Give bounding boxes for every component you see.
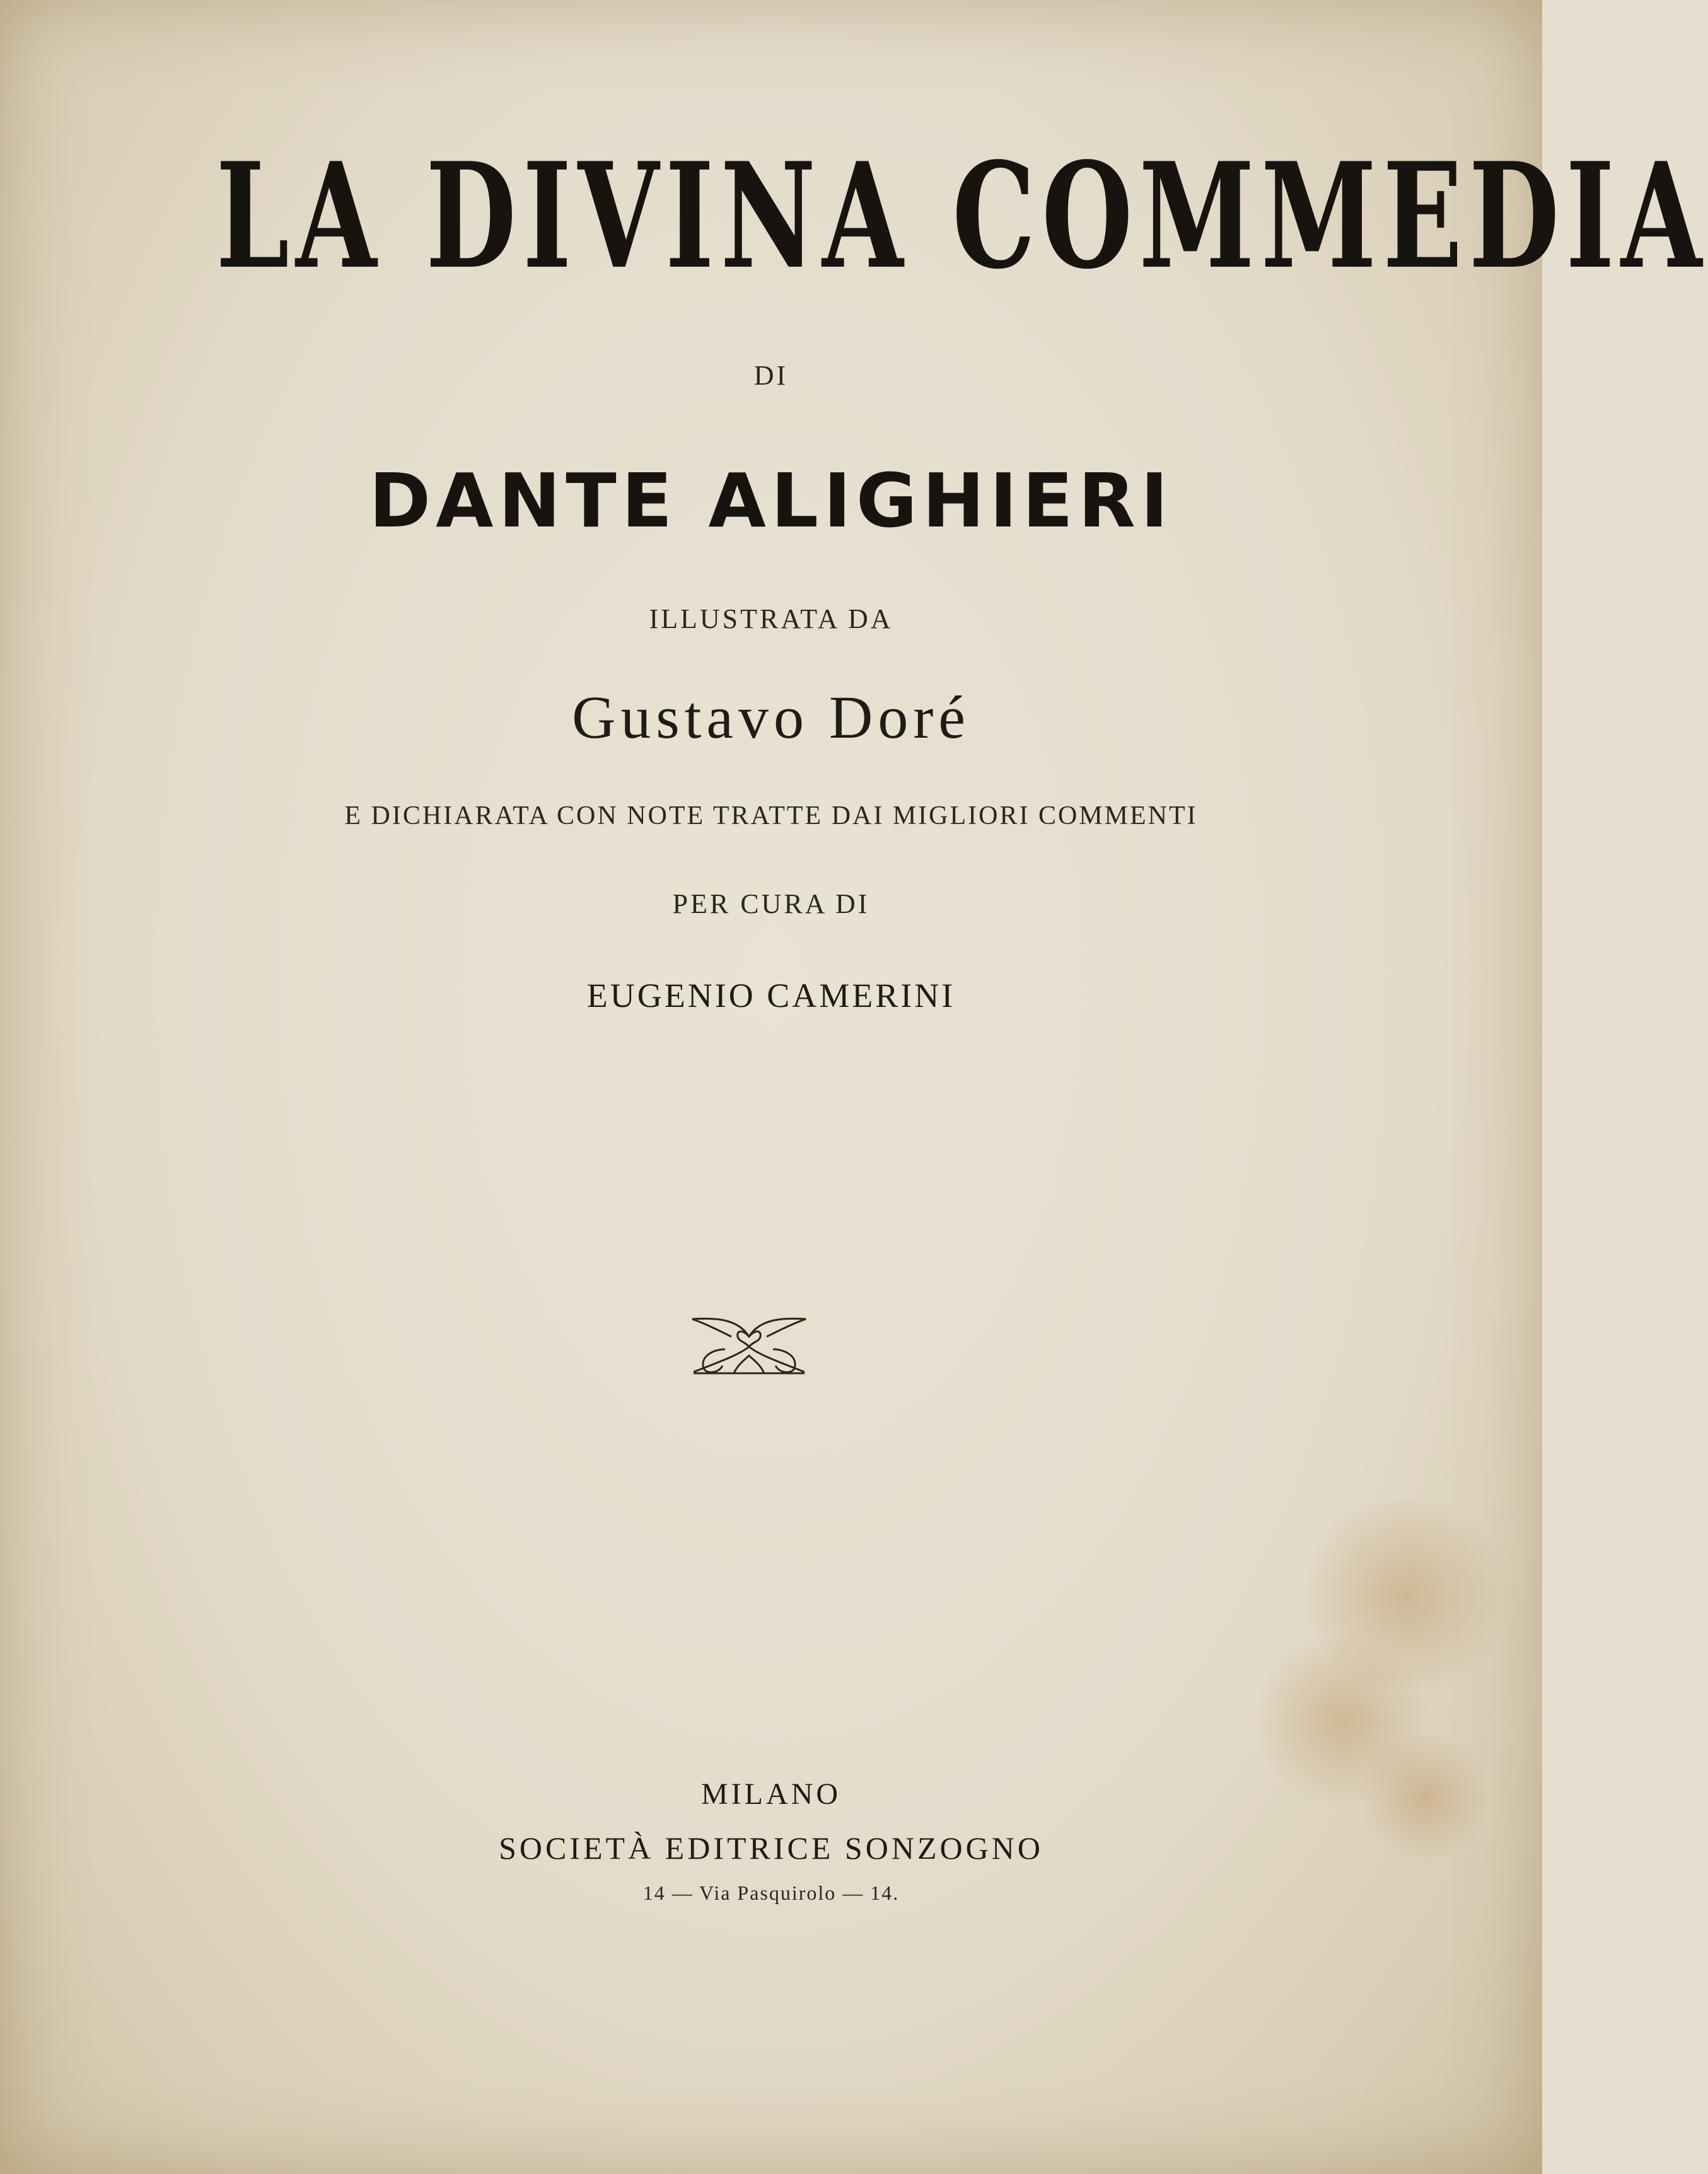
- editor-name: EUGENIO CAMERINI: [586, 977, 956, 1014]
- imprint-address: 14 — Via Pasquirolo — 14.: [642, 1881, 900, 1904]
- annotation-note: E DICHIARATA CON NOTE TRATTE DAI MIGLIORI COMMENTI: [344, 801, 1198, 830]
- illustrator-prefix: ILLUSTRATA DA: [649, 603, 893, 634]
- imprint-publisher: SOCIETÀ EDITRICE SONZOGNO: [499, 1830, 1043, 1866]
- foxing-stain: [1293, 1501, 1519, 1690]
- illustrator-name: Gustavo Doré: [572, 683, 970, 751]
- art-nouveau-ornament-icon: [687, 1311, 811, 1381]
- author-name: DANTE ALIGHIERI: [369, 457, 1173, 544]
- imprint-city: MILANO: [701, 1777, 841, 1811]
- book-title: LA DIVINA COMMEDIA: [216, 131, 1708, 301]
- editor-prefix: PER CURA DI: [672, 888, 870, 919]
- author-prefix: DI: [753, 360, 789, 391]
